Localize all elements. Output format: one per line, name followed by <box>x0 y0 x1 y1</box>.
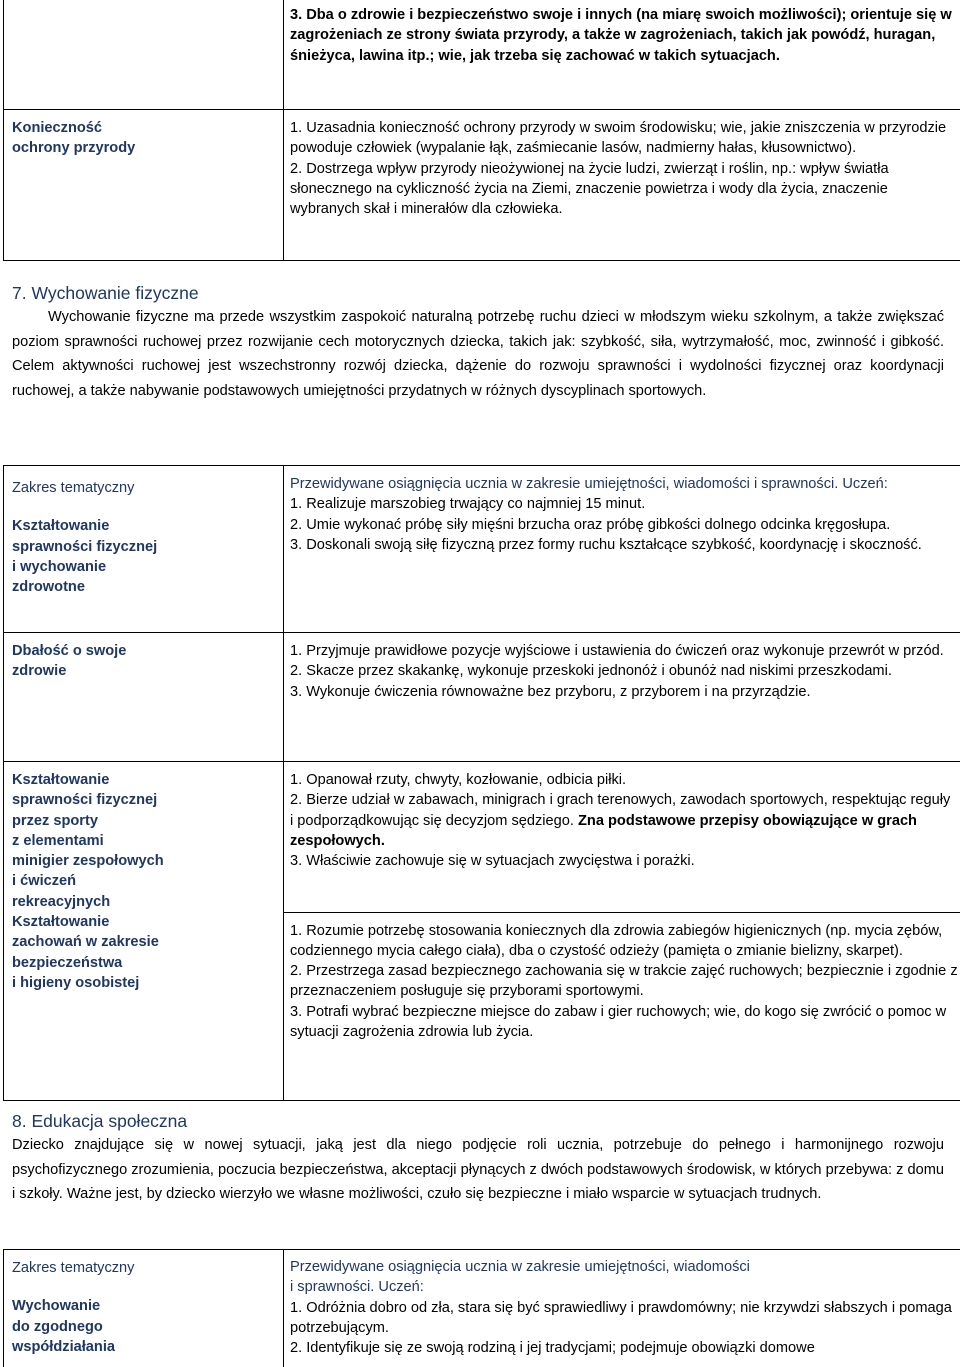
table-row <box>4 762 960 913</box>
table-row <box>4 466 960 633</box>
section-title: Edukacja społeczna <box>31 1111 188 1131</box>
topic-cell <box>4 762 284 913</box>
table-row <box>4 1250 960 1367</box>
achievement-item: 3. Właściwie zachowuje się w sytuacjach zwycięstwa i porażki. <box>290 853 695 870</box>
section-heading <box>12 1111 187 1131</box>
achievement-item: i podporządkowując się decyzjom sędziego. Zna podstawowe przepisy obowiązujące w grach zespołowych. <box>290 812 917 849</box>
achievements-cell <box>284 466 960 633</box>
section-paragraph <box>12 305 944 403</box>
achievements-cell <box>284 912 960 1100</box>
top-table <box>3 0 960 261</box>
paragraph-text: Dziecko znajdujące się w nowej sytuacji, jaką jest dla niego podjęcie roli ucznia, potrzebuje do pełnego i harmonijnego rozwoju psychofizycznego zrozumienia, poczucia bezpieczeństwa, akceptacji płynących z dwóch podstawowych środowisk, w których przebywa: z domu i szkoły. Ważne jest, by dziecko wierzyło we własne możliwości, czuło się bezpieczne i miało wsparcie w sytuacjach trudnych. <box>12 1137 944 1203</box>
achievement-item: 1. Rozumie potrzebę stosowania koniecznych dla zdrowia zabiegów higienicznych (np. mycia zębów, codziennego mycia całego ciała), dba o czystość odzieży (pamięta o zmianie bielizny, skarpet). <box>290 922 943 959</box>
achievement-item: 2. Skacze przez skakankę, wykonuje przeskoki jednonóż i obunóż nad niskimi przeszkodami. <box>290 663 892 680</box>
topic-label: Dbałość o swoje zdrowie <box>12 643 127 680</box>
section-number: 7. <box>12 283 27 303</box>
achievement-item: 3. Doskonali swoją siłę fizyczną przez formy ruchu kształcące szybkość, koordynację i skoczność. <box>290 536 922 553</box>
section-number: 8. <box>12 1111 27 1131</box>
topic-label: Kształtowanie sprawności fizycznej i wychowanie zdrowotne <box>12 518 158 596</box>
column-header: Zakres tematyczny <box>12 1260 135 1276</box>
table-cell <box>284 0 960 110</box>
table-row <box>4 0 960 110</box>
table-row <box>4 633 960 762</box>
achievement-item: 2. Identyfikuje się ze swoją rodziną i jej tradycjami; podejmuje obowiązki domowe <box>290 1340 815 1357</box>
topic-label: Kształtowanie sprawności fizycznej przez sporty z elementami minigier zespołowych i ćwiczeń rekreacyjnych <box>12 772 164 910</box>
achievement-item: 2. Umie wykonać próbę siły mięśni brzucha oraz próbę gibkości dolnego odcinka kręgosłupa. <box>290 516 891 533</box>
achievements-cell <box>284 762 960 913</box>
achievement-item: 1. Opanował rzuty, chwyty, kozłowanie, odbicia piłki. <box>290 772 627 788</box>
achievement-item: 3. Dba o zdrowie i bezpieczeństwo swoje i innych (na miarę swoich możliwości); orientuje się w zagrożeniach ze strony świata przyrody, a także w zagrożeniach, takich jak powódź, huragan, śnieżyca, lawina itp.; wie, jak trzeba się zachować w takich sytuacjach. <box>290 7 952 64</box>
achievement-item: 2. Przestrzega zasad bezpiecznego zachowania się w trakcie zajęć ruchowych; bezpiecznie i zgodnie z przeznaczeniem posługuje się przyborami sportowymi. <box>290 963 958 1000</box>
achievement-item: 1. Realizuje marszobieg trwający co najmniej 15 minut. <box>290 496 646 513</box>
section-heading <box>12 283 199 303</box>
topic-cell <box>4 912 284 1100</box>
achievements-cell <box>284 633 960 762</box>
table-cell-empty <box>4 0 284 110</box>
column-header: Zakres tematyczny <box>12 480 135 496</box>
topic-label: Wychowanie do zgodnego współdziałania <box>12 1298 115 1355</box>
achievement-item: 1. Przyjmuje prawidłowe pozycje wyjściowe i ustawienia do ćwiczeń oraz wykonuje przewrót w przód. <box>290 643 944 659</box>
achievement-item: 1. Odróżnia dobro od zła, stara się być sprawiedliwy i prawdomówny; nie krzywdzi słabszych i pomaga potrzebującym. <box>290 1299 952 1336</box>
table-row <box>4 110 960 261</box>
topic-label: Kształtowanie zachowań w zakresie bezpieczeństwa i higieny osobistej <box>12 914 159 991</box>
achievement-item: 3. Potrafi wybrać bezpieczne miejsce do zabaw i gier ruchowych; wie, do kogo się zwrócić o pomoc w sytuacji zagrożenia zdrowia lub życia. <box>290 1003 947 1041</box>
topics-table <box>3 465 960 1101</box>
column-header: Przewidywane osiągnięcia ucznia w zakresie umiejętności, wiadomości i sprawności. Uczeń: <box>290 476 888 492</box>
table-cell <box>284 110 960 261</box>
achievement-item: 3. Wykonuje ćwiczenia równoważne bez przyboru, z przyborem i na przyrządzie. <box>290 683 811 700</box>
topic-label: Konieczność ochrony przyrody <box>4 110 284 261</box>
topics-table-social <box>3 1249 960 1367</box>
paragraph-text: Wychowanie fizyczne ma przede wszystkim zaspokoić naturalną potrzebę ruchu dzieci w młodszym wieku szkolnym, a także zwiększać poziom sprawności ruchowej przez rozwijanie cech motorycznych dziecka, takich jak: szybkość, siła, wytrzymałość, moc, zwinność i gibkość. Celem aktywności ruchowej jest wszechstronny rozwój dziecka, dążenie do rozwoju sprawności i wydolności fizycznej oraz koordynacji ruchowej, a także nabywanie podstawowych umiejętności przydatnych w różnych dyscyplinach sportowych. <box>12 309 944 399</box>
table-row <box>4 912 960 1100</box>
achievement-item: 2. Bierze udział w zabawach, minigrach i grach terenowych, zawodach sportowych, respektując reguły <box>290 792 951 809</box>
achievements-cell <box>284 1250 960 1367</box>
achievement-item: 1. Uzasadnia konieczność ochrony przyrody w swoim środowisku; wie, jakie zniszczenia w przyrodzie powoduje człowiek (wypalanie łąk, zaśmiecanie lasów, nadmierny hałas, kłusownictwo). <box>290 120 947 157</box>
column-header: Przewidywane osiągnięcia ucznia w zakresie umiejętności, wiadomości i sprawności. Uczeń: <box>290 1259 750 1296</box>
topic-cell <box>4 1250 284 1367</box>
topic-cell <box>4 633 284 762</box>
section-title: Wychowanie fizyczne <box>31 283 199 303</box>
section-paragraph <box>12 1133 944 1207</box>
achievement-item: 2. Dostrzega wpływ przyrody nieożywionej na życie ludzi, zwierząt i roślin, np.: wpływ światła słonecznego na cykliczność życia na Ziemi, znaczenie powietrza i wody dla życia, znaczenie wybranych skał i minerałów dla człowieka. <box>290 160 889 218</box>
topic-cell <box>4 466 284 633</box>
